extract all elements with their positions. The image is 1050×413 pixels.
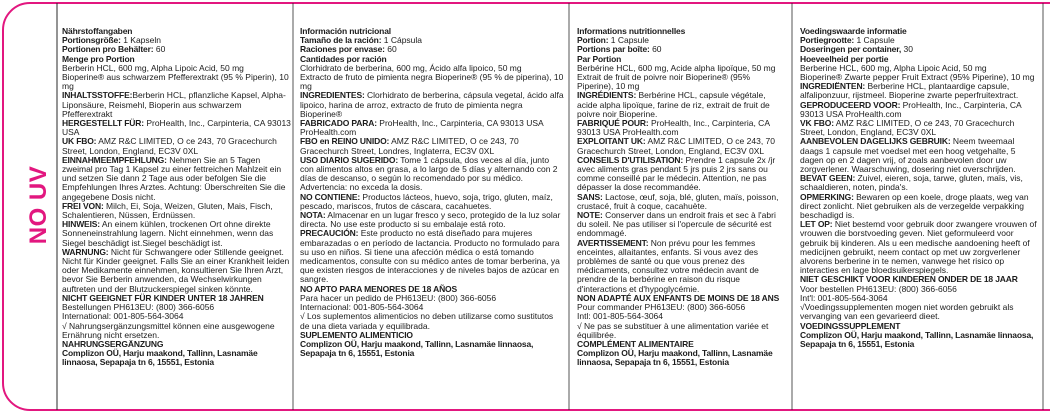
supplement-disclaimer-text: √Voedingssupplementen mogen niet worden gebruikt als vervanging van een gevarieerd dieet.	[800, 302, 1014, 322]
uk-fbo	[577, 137, 787, 155]
manufactured-for	[300, 119, 564, 137]
warning	[300, 229, 564, 284]
distributor-address	[300, 340, 564, 358]
ingredients	[300, 91, 564, 119]
free-from-label: FREI VON:	[62, 200, 104, 211]
supplement-disclaimer	[62, 322, 291, 340]
food-supplement-label-label: SUPLEMENTO ALIMENTICIO	[300, 329, 413, 340]
uk-fbo-text: AMZ R&C LIMITED, O ce 243, 70 Gracechurch Street, London, England, EC3V 0XL	[62, 136, 277, 156]
distributor-address	[577, 349, 787, 367]
warning-text: Niet bestemd voor gebruik door zwangere vrouwen of vrouwen die borstvoeding geven. Niet geformuleerd voor gebruik bij kinderen. Als u een medische aandoening heeft of medicijnen gebruikt, neem contact op met uw zorgverlener alvorens berberine in te nemen, vanwege het risico op interacties en lage bloedsuikerspiegels.	[800, 219, 1037, 276]
manufactured-for-text: ProHealth, Inc., Carpinteria, CA 93013 USA ProHealth.com	[577, 118, 770, 138]
free-from	[300, 193, 564, 211]
german-panel	[62, 27, 291, 368]
serving-size-label: Portion:	[577, 35, 609, 46]
uk-fbo-text: AMZ R&C LIMITED, O ce 243, 70 Gracechurch Street, London, England, EC3V 0XL	[800, 118, 1015, 138]
storage-note-text: Almacenar en un lugar fresco y seco, protegido de la luz solar directa. No use este producto si su embalaje está roto.	[300, 210, 561, 230]
servings-per-container-label: Doseringen per container,	[800, 44, 902, 55]
ingredients-text: Clorhidrato de berberina, cápsula vegetal, ácido alfa lipoico, harina de arroz, extracto de fruto de pimienta negra Bioperine®	[300, 90, 564, 119]
distributor-address-label: Complizon OÜ, Harju maakond, Tallinn, Lasnamäe linnaosa, Sepapaja tn 6, 15551, Estonia	[577, 348, 773, 368]
berberine-amount-text: Clorhidrato de berberina, 600 mg, Ácido alfa lipoico, 50 mg	[300, 62, 522, 73]
international-phone-text: Intl: 001-805-564-3064	[577, 311, 664, 322]
ingredients-label: INGREDIËNTEN:	[800, 81, 866, 92]
warning-text: Nicht für Schwangere oder Stillende geeignet. Nicht für Kinder geeignet. Falls Sie an einer Krankheit leiden oder Medikamente einnehmen, konsultieren Sie Ihren Arzt, bevor Sie Berberin anwenden, da Wechselwirkungen auftreten und der Blutzuckerspiegel sinken könnte.	[62, 246, 290, 294]
supplement-disclaimer-text: √ Ne pas se substituer à une alimentation variée et équilibrée.	[577, 320, 769, 340]
manufactured-for	[62, 119, 291, 137]
age-restriction-label: NON ADAPTÉ AUX ENFANTS DE MOINS DE 18 ANS	[577, 292, 780, 303]
supplement-disclaimer-text: √ Nahrungsergänzungsmittel können eine ausgewogene Ernährung nicht ersetzen.	[62, 320, 275, 340]
distributor-address-label: Complizon OÜ, Harju maakond, Tallinn, Lasnamäe linnaosa, Sepapaja tn 6, 15551, Estonia	[300, 338, 534, 359]
nutrition-title-label: Informations nutritionnelles	[577, 26, 686, 36]
suggested-use-text: Neem tweemaal daags 1 capsule met voedsel met een hoog vetgehalte, 5 dagen op en 2 dagen vrij, of zoals aanbevolen door uw zorgverlener. Waarschuwing, dosering niet overschrijden.	[800, 136, 1016, 175]
free-from-label: NO CONTIENE:	[300, 191, 361, 202]
servings-per-container-text: 30	[901, 44, 913, 55]
nutrition-title-label: Información nutricional	[300, 26, 392, 36]
uk-fbo-text: AMZ R&C LIMITED, O ce 243, 70 Gracechurch Street, London, England, EC3V 0XL	[577, 136, 776, 156]
ingredients-text: Berbérine HCL, capsule végétale, acide alpha lipoïque, farine de riz, extrait de fruit de poivre noir Bioperine.	[577, 90, 770, 119]
international-phone-text: International: 001-805-564-3064	[62, 311, 184, 322]
storage-note-text: Bewaren op een koele, droge plaats, weg van direct zonlicht. Niet gebruiken als de verzegelde verpakking beschadigd is.	[800, 191, 1029, 221]
uk-fbo-label: EXPLOITANT UK:	[577, 136, 646, 147]
suggested-use-text: Nehmen Sie an 5 Tagen zweimal pro Tag 1 Kapsel zu einer fettreichen Mahlzeit ein und setzen Sie dann 2 Tage aus oder befolgen Sie die Empfehlungen Ihres Arztes. Achtung: Überschreiten Sie die angegebene Dosis nicht.	[62, 154, 286, 202]
warning-label: WARNUNG:	[62, 246, 109, 257]
warning-text: Este producto no está diseñado para mujeres embarazadas o en período de lactancia. Producto no formulado para su uso en niños. Si tiene una afección médica o está tomando medicamentos, consulte con su médico antes de tomar berberina, ya que existen riesgos de interacciones y de niveles bajos de azúcar en sangre.	[300, 228, 560, 285]
serving-size-label: Portiegrootte:	[800, 35, 855, 46]
berberine-amount-text: Berbérine HCL, 600 mg, Acide alpha lipoïque, 50 mg	[577, 62, 776, 73]
ingredients	[800, 82, 1038, 100]
serving-size-text: 1 Cápsula	[381, 35, 423, 46]
bioperine-amount	[300, 73, 564, 91]
suggested-use	[577, 156, 787, 193]
suggested-use-label: AANBEVOLEN DAGELIJKS GEBRUIK:	[800, 136, 951, 147]
supplement-disclaimer	[300, 312, 564, 330]
uk-fbo-text: AMZ R&C LIMITED, O ce 243, 70 Gracechurch Street, Londres, Inglaterra, EC3V 0XL	[300, 136, 519, 156]
free-from-text: Productos lácteos, huevo, soja, trigo, gluten, maíz, pescado, mariscos, frutos de cáscara, cacahuetes.	[300, 191, 553, 211]
manufactured-for-label: FABRIQUÉ POUR:	[577, 118, 649, 129]
suggested-use	[300, 156, 564, 193]
uk-fbo-label: UK FBO:	[62, 136, 97, 147]
free-from	[577, 193, 787, 211]
manufactured-for	[577, 119, 787, 137]
warning	[577, 239, 787, 294]
servings-per-container-label: Portions par boîte:	[577, 44, 650, 55]
free-from-text: Milch, Ei, Soja, Weizen, Gluten, Mais, Fisch, Schalentieren, Nüssen, Erdnüssen.	[62, 200, 273, 221]
amount-per-serving-heading-label: Hoeveelheid per portie	[800, 53, 889, 64]
bioperine-amount-text: Bioperine® Zwarte pepper Fruit Extract (95% Piperine), 10 mg	[800, 72, 1035, 83]
servings-per-container-label: Portionen pro Behälter:	[62, 44, 154, 55]
manufactured-for	[800, 101, 1038, 119]
distributor-address-label: Complizon OÜ, Harju maakond, Tallinn, Lasnamäe linnaosa, Sepapaja tn 6, 15551, Estonia	[62, 348, 258, 368]
international-phone-text: Internacional: 001-805-564-3064	[300, 302, 424, 313]
supplement-disclaimer	[577, 322, 787, 340]
age-restriction-label: NICHT GEEIGNET FÜR KINDER UNTER 18 JAHREN	[62, 292, 264, 303]
amount-per-serving-heading-label: Cantidades por ración	[300, 53, 387, 64]
bioperine-amount-text: Extracto de fruto de pimienta negra Bioperine® (95 % de piperina), 10 mg	[300, 72, 564, 92]
serving-size-text: 1 Capsule	[608, 35, 650, 46]
uk-fbo-label: VK FBO:	[800, 118, 834, 129]
manufactured-for-label: HERGESTELLT FÜR:	[62, 118, 144, 129]
free-from-text: Lactose, œuf, soja, blé, gluten, maïs, poisson, crustacé, fruit à coque, cacahuète.	[577, 191, 779, 211]
ingredients	[62, 91, 291, 119]
servings-per-container-text: 60	[153, 44, 166, 55]
free-from	[62, 202, 291, 220]
bioperine-amount-text: Bioperine® aus schwarzem Pfefferextrakt (95 % Piperin), 10 mg	[62, 72, 289, 92]
international-phone-text: Int'l: 001-805-564-3064	[800, 292, 888, 303]
berberine-amount-text: Berberine HCL, 600 mg, Alpha Lipoic Acid, 50 mg	[800, 62, 987, 73]
storage-note-label: NOTE:	[577, 210, 603, 221]
storage-note	[62, 220, 291, 248]
warning-label: AVERTISSEMENT:	[577, 237, 649, 248]
free-from-label: BEVAT GEEN:	[800, 173, 856, 184]
ingredients-label: INHALTSSTOFFE:	[62, 90, 133, 101]
manufactured-for-text: ProHealth, Inc., Carpinteria, CA 93013 USA ProHealth.com	[300, 118, 544, 138]
suggested-use-label: EINNAHMEEMPFEHLUNG:	[62, 154, 167, 165]
uk-fbo-label: FBO en REINO UNIDO:	[300, 136, 390, 147]
supplement-disclaimer	[800, 303, 1038, 321]
storage-note-text: An einem kühlen, trockenen Ort ohne direkte Sonneneinstrahlung lagern. Nicht einnehmen, wenn das Siegel beschädigt ist.Siegel beschädigt ist.	[62, 219, 274, 248]
ingredients-text: Berberin HCL, pflanzliche Kapsel, Alpha-Liponsäure, Reismehl, Bioperin aus schwarzem Pfefferextrakt	[62, 90, 286, 119]
storage-note-label: OPMERKING:	[800, 191, 854, 202]
serving-size-text: 1 Capsule	[854, 35, 895, 46]
bioperine-amount	[62, 73, 291, 91]
warning-text: Non prévu pour les femmes enceintes, allaitantes, enfants. Si vous avez des problèmes de santé ou que vous prenez des médicaments, consultez votre médecin avant de prendre de la berbérine en raison du risque d'interactions et d'hypoglycémie.	[577, 237, 759, 294]
manufactured-for-text: ProHealth, Inc., Carpinteria, CA 93013 USA	[62, 118, 291, 138]
serving-size-label: Tamaño de la ración:	[300, 35, 382, 46]
manufactured-for-text: ProHealth, Inc., Carpinteria, CA 93013 USA ProHealth.com	[800, 99, 1022, 119]
supplement-disclaimer-text: √ Los suplementos alimenticios no deben utilizarse como sustitutos de una dieta variada y equilibrada.	[300, 311, 554, 331]
uk-fbo	[300, 137, 564, 155]
berberine-amount-text: Berberin HCL, 600 mg, Alpha Lipoic Acid, 50 mg	[62, 62, 244, 73]
food-supplement-label-label: VOEDINGSSUPPLEMENT	[800, 320, 901, 331]
french-panel	[577, 27, 787, 368]
servings-per-container-label: Raciones por envase:	[300, 44, 385, 55]
spanish-panel	[300, 27, 564, 358]
free-from-label: SANS:	[577, 191, 603, 202]
uk-fbo	[800, 119, 1038, 137]
uk-fbo	[62, 137, 291, 155]
orders-phone-text: Pour commander PH613EU: (800) 366-6056	[577, 302, 746, 313]
servings-per-container-text: 60	[649, 44, 662, 55]
suggested-use	[800, 137, 1038, 174]
manufactured-for-label: FABRICADO PARA:	[300, 118, 377, 129]
free-from	[800, 174, 1038, 192]
ingredients-text: Berberine HCL, plantaardige capsule, alfaliponzuur, rijstmeel. Bioperine zwarte peperfruitextract.	[800, 81, 1019, 101]
orders-phone-text: Para hacer un pedido de PH613EU: (800) 366-6056	[300, 292, 497, 303]
bioperine-amount-text: Extrait de fruit de poivre noir Bioperine® (95% Piperine), 10 mg	[577, 72, 751, 92]
nutrition-title-label: Nährstoffangaben	[62, 26, 133, 36]
warning-label: PRECAUCIÓN:	[300, 228, 359, 239]
dutch-panel	[800, 27, 1038, 349]
food-supplement-label-label: NAHRUNGSERGÄNZUNG	[62, 338, 164, 349]
storage-note	[300, 211, 564, 229]
warning	[800, 220, 1038, 275]
storage-note	[800, 193, 1038, 221]
suggested-use	[62, 156, 291, 202]
bioperine-amount	[577, 73, 787, 91]
suggested-use-label: CONSEILS D'UTILISATION:	[577, 154, 684, 165]
serving-size-label: Portionsgröße:	[62, 35, 121, 46]
orders-phone-text: Bestellungen PH613EU: (800) 366-6056	[62, 302, 215, 313]
amount-per-serving-heading-label: Par Portion	[577, 53, 622, 64]
no-uv-warning: NO UV	[25, 165, 52, 245]
age-restriction-label: NIET GESCHIKT VOOR KINDEREN ONDER DE 18 JAAR	[800, 274, 1018, 285]
storage-note-label: HINWEIS:	[62, 219, 100, 230]
nutrition-title-label: Voedingswaarde informatie	[800, 26, 907, 36]
serving-size-text: 1 Kapseln	[120, 35, 161, 46]
suggested-use-text: Tome 1 cápsula, dos veces al día, junto con alimentos altos en grasa, a lo largo de 5 días y alternando con 2 días de descanso, o según lo recomendado por su médico. Advertencia: no exceda la dosis.	[300, 154, 558, 193]
storage-note-label: NOTA:	[300, 210, 326, 221]
warning-label: LET OP:	[800, 219, 833, 230]
suggested-use-label: USO DIARIO SUGERIDO:	[300, 154, 399, 165]
storage-note-text: Conserver dans un endroit frais et sec à l'abri du soleil. Ne pas utiliser si l'opercule de sécurité est endommagé.	[577, 210, 776, 239]
amount-per-serving-heading-label: Menge pro Portion	[62, 53, 135, 64]
food-supplement-label-label: COMPLÉMENT ALIMENTAIRE	[577, 338, 694, 349]
distributor-address-label: Complizon OÜ, Harju maakond, Tallinn, Lasnamäe linnaosa, Sepapaja tn 6, 15551, Estonia	[800, 329, 1034, 349]
warning	[62, 248, 291, 294]
distributor-address	[62, 349, 291, 367]
servings-per-container-text: 60	[384, 44, 397, 55]
age-restriction-label: NO APTO PARA MENORES DE 18 AÑOS	[300, 283, 458, 294]
suggested-use-text: Prendre 1 capsule 2x /jr avec aliments gras pendant 5 jrs puis 2 jrs sans ou comme conseillé par le médecin. Attention, ne pas dépasser la dose recommandée.	[577, 154, 776, 193]
manufactured-for-label: GEPRODUCEERD VOOR:	[800, 99, 901, 110]
orders-phone-text: Voor bestellen PH613EU: (800) 366-6056	[800, 283, 957, 294]
ingredients-label: INGREDIENTES:	[300, 90, 365, 101]
free-from-text: Zuivel, eieren, soja, tarwe, gluten, maïs, vis, schaaldieren, noten, pinda's.	[800, 173, 1023, 193]
ingredients-label: INGRÉDIENTS:	[577, 90, 637, 101]
storage-note	[577, 211, 787, 239]
ingredients	[577, 91, 787, 119]
distributor-address	[800, 331, 1038, 349]
